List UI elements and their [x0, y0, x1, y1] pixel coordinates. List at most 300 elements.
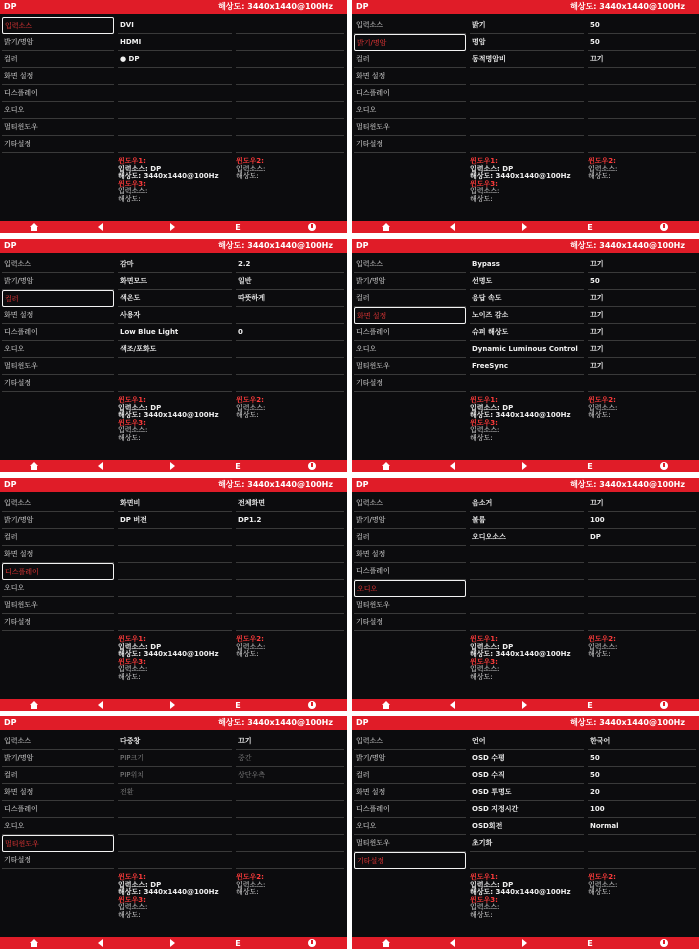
window-info	[588, 397, 696, 420]
option-value	[236, 136, 344, 153]
submenu-option[interactable]: Dynamic Luminous Control	[470, 341, 584, 358]
power-icon[interactable]	[658, 938, 670, 948]
left-arrow-icon[interactable]	[94, 938, 106, 948]
submenu-option	[118, 358, 232, 375]
menu-item[interactable]: 입력소스	[2, 495, 114, 512]
submenu-option[interactable]: OSD 수직	[470, 767, 584, 784]
osd-footer	[352, 221, 699, 233]
window2-resolution: 해상도:	[588, 888, 611, 896]
power-icon[interactable]	[306, 700, 318, 710]
option-value[interactable]: 50	[588, 767, 696, 784]
option-value	[236, 85, 344, 102]
menu-item[interactable]: 화면 설정	[354, 68, 466, 85]
menu-item[interactable]: 입력소스	[354, 256, 466, 273]
exit-e-icon[interactable]: E	[587, 461, 593, 471]
submenu-option[interactable]: 언어	[470, 733, 584, 750]
menu-item[interactable]: 컬러	[2, 767, 114, 784]
menu-item[interactable]: 기타설정	[354, 136, 466, 153]
window-info	[470, 158, 588, 203]
submenu-option[interactable]: FreeSync	[470, 358, 584, 375]
window2-input: 입력소스:	[588, 164, 618, 173]
input-title: DP	[356, 241, 369, 250]
menu-item[interactable]: 오디오	[2, 341, 114, 358]
menu-item[interactable]: 디스플레이	[2, 324, 114, 341]
window2-heading: 윈도우2:	[236, 396, 264, 404]
menu-item[interactable]: 기타설정	[354, 614, 466, 631]
option-value[interactable]: 한국어	[588, 733, 696, 750]
menu-item[interactable]: 멀티윈도우	[2, 119, 114, 136]
menu-item[interactable]: 밝기/명암	[2, 750, 114, 767]
menu-item[interactable]: 컬러	[354, 51, 466, 68]
submenu-option[interactable]: 사용자	[118, 307, 232, 324]
menu-item[interactable]: 오디오	[2, 818, 114, 835]
submenu-option[interactable]: Low Blue Light	[118, 324, 232, 341]
menu-item[interactable]: 기타설정	[2, 614, 114, 631]
power-icon[interactable]	[658, 222, 670, 232]
submenu-option[interactable]: DP 버전	[118, 512, 232, 529]
input-title: DP	[4, 2, 17, 11]
menu-item[interactable]: 기타설정	[2, 136, 114, 153]
osd-panel	[0, 716, 347, 949]
option-value	[588, 614, 696, 631]
menu-item[interactable]: 디스플레이	[2, 801, 114, 818]
menu-item[interactable]: 멀티윈도우	[2, 358, 114, 375]
option-value[interactable]: 50	[588, 34, 696, 51]
window1-heading: 윈도우1:	[118, 396, 146, 404]
window1-heading: 윈도우1:	[118, 157, 146, 165]
window3-input: 입력소스:	[118, 426, 148, 434]
submenu-option	[118, 597, 232, 614]
option-value	[236, 102, 344, 119]
menu-item[interactable]: 입력소스	[2, 256, 114, 273]
osd-menu	[354, 495, 466, 631]
resolution-readout: 해상도: 3440x1440@100Hz	[218, 2, 333, 11]
option-value[interactable]: 일반	[236, 273, 344, 290]
submenu-option[interactable]: Bypass	[470, 256, 584, 273]
window2-input: 입력소스:	[588, 880, 618, 889]
osd-menu	[354, 256, 466, 392]
exit-e-icon[interactable]: E	[235, 938, 241, 948]
menu-item[interactable]: 기타설정	[354, 375, 466, 392]
option-value	[588, 563, 696, 580]
window-info	[118, 158, 236, 203]
exit-e-icon[interactable]: E	[587, 938, 593, 948]
menu-item[interactable]: 컬러	[354, 290, 466, 307]
exit-e-icon[interactable]: E	[235, 461, 241, 471]
menu-item[interactable]: 오디오	[354, 818, 466, 835]
option-value[interactable]: 끄기	[588, 495, 696, 512]
osd-menu	[354, 733, 466, 869]
submenu-option[interactable]: OSD 투명도	[470, 784, 584, 801]
option-value	[588, 102, 696, 119]
option-value[interactable]: 끄기	[588, 290, 696, 307]
window2-heading: 윈도우2:	[588, 873, 616, 881]
window3-resolution: 해상도:	[470, 194, 493, 203]
option-value[interactable]: 2.2	[236, 256, 344, 273]
option-value	[236, 563, 344, 580]
submenu-option[interactable]: DVI	[118, 17, 232, 34]
menu-item[interactable]: 화면 설정	[2, 68, 114, 85]
menu-item[interactable]: 기타설정	[354, 852, 466, 869]
osd-header	[0, 0, 347, 14]
osd-header	[352, 716, 699, 730]
option-value	[588, 852, 696, 869]
menu-item[interactable]: 화면 설정	[354, 546, 466, 563]
left-arrow-icon[interactable]	[446, 700, 458, 710]
submenu-option[interactable]: ● DP	[118, 51, 232, 68]
option-value	[588, 835, 696, 852]
option-value	[236, 580, 344, 597]
window1-input: 입력소스: DP	[118, 642, 162, 651]
option-value	[236, 818, 344, 835]
window-info	[236, 636, 344, 659]
window3-input: 입력소스:	[118, 903, 148, 911]
menu-item[interactable]: 컬러	[2, 529, 114, 546]
menu-item[interactable]: 오디오	[354, 102, 466, 119]
window3-heading: 윈도우3:	[118, 895, 146, 904]
osd-menu	[354, 17, 466, 153]
menu-item[interactable]: 밝기/명암	[354, 512, 466, 529]
submenu-option	[118, 563, 232, 580]
osd-footer	[0, 937, 347, 949]
power-icon[interactable]	[658, 700, 670, 710]
window1-input: 입력소스: DP	[470, 642, 514, 651]
menu-item[interactable]: 디스플레이	[354, 324, 466, 341]
right-arrow-icon[interactable]	[166, 461, 178, 471]
window1-input: 입력소스: DP	[470, 880, 514, 889]
window1-input: 입력소스: DP	[118, 880, 162, 889]
osd-header	[0, 478, 347, 492]
option-value	[236, 34, 344, 51]
window3-resolution: 해상도:	[470, 672, 493, 681]
option-value	[236, 852, 344, 869]
window3-heading: 윈도우3:	[470, 418, 498, 427]
right-arrow-icon[interactable]	[518, 700, 530, 710]
resolution-readout: 해상도: 3440x1440@100Hz	[570, 2, 685, 11]
left-arrow-icon[interactable]	[94, 222, 106, 232]
menu-item[interactable]: 기타설정	[2, 375, 114, 392]
home-icon[interactable]	[380, 461, 392, 471]
submenu-option[interactable]: 화면비	[118, 495, 232, 512]
submenu-option[interactable]: 선명도	[470, 273, 584, 290]
submenu-option[interactable]: 전환	[118, 784, 232, 801]
menu-item[interactable]: 멀티윈도우	[2, 835, 114, 852]
left-arrow-icon[interactable]	[94, 700, 106, 710]
power-icon[interactable]	[658, 461, 670, 471]
option-value[interactable]: 끄기	[588, 324, 696, 341]
option-value	[236, 784, 344, 801]
submenu-option	[118, 68, 232, 85]
submenu-option	[118, 85, 232, 102]
osd-footer	[352, 937, 699, 949]
right-arrow-icon[interactable]	[518, 222, 530, 232]
option-value[interactable]: 상단우측	[236, 767, 344, 784]
resolution-readout: 해상도: 3440x1440@100Hz	[570, 480, 685, 489]
window2-heading: 윈도우2:	[588, 157, 616, 165]
input-title: DP	[4, 241, 17, 250]
menu-item[interactable]: 디스플레이	[2, 85, 114, 102]
right-arrow-icon[interactable]	[518, 938, 530, 948]
menu-item[interactable]: 컬러	[2, 290, 114, 307]
submenu-values	[236, 495, 344, 631]
submenu-option[interactable]: 색조/포화도	[118, 341, 232, 358]
submenu-option[interactable]: 화면모드	[118, 273, 232, 290]
power-icon[interactable]	[306, 938, 318, 948]
submenu-option[interactable]: 초기화	[470, 835, 584, 852]
submenu-option	[470, 614, 584, 631]
option-value	[588, 68, 696, 85]
option-value	[588, 375, 696, 392]
submenu-option[interactable]: 오디오소스	[470, 529, 584, 546]
window1-resolution: 해상도: 3440x1440@100Hz	[118, 650, 219, 658]
window1-resolution: 해상도: 3440x1440@100Hz	[118, 888, 219, 896]
home-icon[interactable]	[380, 700, 392, 710]
home-icon[interactable]	[380, 938, 392, 948]
left-arrow-icon[interactable]	[94, 461, 106, 471]
menu-item[interactable]: 입력소스	[2, 17, 114, 34]
exit-e-icon[interactable]: E	[235, 700, 241, 710]
home-icon[interactable]	[28, 222, 40, 232]
menu-item[interactable]: 멀티윈도우	[354, 597, 466, 614]
submenu-option	[118, 119, 232, 136]
option-value[interactable]: 중간	[236, 750, 344, 767]
option-value	[236, 801, 344, 818]
option-value	[588, 85, 696, 102]
option-value	[588, 597, 696, 614]
menu-item[interactable]: 컬러	[354, 767, 466, 784]
window3-heading: 윈도우3:	[470, 657, 498, 666]
right-arrow-icon[interactable]	[166, 222, 178, 232]
submenu-option[interactable]: 밝기	[470, 17, 584, 34]
menu-item[interactable]: 화면 설정	[354, 784, 466, 801]
menu-item[interactable]: 밝기/명암	[2, 273, 114, 290]
menu-item[interactable]: 오디오	[2, 580, 114, 597]
option-value[interactable]: 전체화면	[236, 495, 344, 512]
left-arrow-icon[interactable]	[446, 222, 458, 232]
menu-item[interactable]: 오디오	[354, 580, 466, 597]
option-value	[236, 358, 344, 375]
option-value	[236, 529, 344, 546]
option-value[interactable]: 100	[588, 512, 696, 529]
option-value	[236, 597, 344, 614]
menu-item[interactable]: 입력소스	[354, 733, 466, 750]
menu-item[interactable]: 입력소스	[354, 495, 466, 512]
submenu-option[interactable]: 다중창	[118, 733, 232, 750]
option-value[interactable]: 50	[588, 273, 696, 290]
option-value[interactable]: 끄기	[588, 358, 696, 375]
window1-heading: 윈도우1:	[118, 635, 146, 643]
menu-item[interactable]: 오디오	[354, 341, 466, 358]
left-arrow-icon[interactable]	[446, 461, 458, 471]
menu-item[interactable]: 밝기/명암	[2, 34, 114, 51]
option-value	[588, 119, 696, 136]
menu-item[interactable]: 멀티윈도우	[354, 358, 466, 375]
submenu-option	[470, 85, 584, 102]
osd-header	[352, 239, 699, 253]
menu-item[interactable]: 기타설정	[2, 852, 114, 869]
window2-heading: 윈도우2:	[236, 873, 264, 881]
submenu-option	[470, 68, 584, 85]
window3-resolution: 해상도:	[118, 433, 141, 442]
window3-input: 입력소스:	[470, 665, 500, 673]
option-value[interactable]: 20	[588, 784, 696, 801]
option-value[interactable]: 50	[588, 750, 696, 767]
menu-item[interactable]: 화면 설정	[2, 307, 114, 324]
option-value[interactable]: 0	[236, 324, 344, 341]
menu-item[interactable]: 멀티윈도우	[354, 119, 466, 136]
window-info	[118, 397, 236, 442]
input-title: DP	[4, 480, 17, 489]
window-info	[236, 397, 344, 420]
menu-item[interactable]: 디스플레이	[354, 801, 466, 818]
submenu-option[interactable]: PIP위치	[118, 767, 232, 784]
home-icon[interactable]	[380, 222, 392, 232]
right-arrow-icon[interactable]	[166, 700, 178, 710]
option-value[interactable]: 끄기	[588, 256, 696, 273]
submenu-option[interactable]: OSD 수평	[470, 750, 584, 767]
option-value[interactable]: 끄기	[236, 733, 344, 750]
window2-input: 입력소스:	[236, 642, 266, 651]
menu-item[interactable]: 오디오	[2, 102, 114, 119]
power-icon[interactable]	[306, 222, 318, 232]
resolution-readout: 해상도: 3440x1440@100Hz	[218, 480, 333, 489]
window3-resolution: 해상도:	[470, 433, 493, 442]
home-icon[interactable]	[28, 700, 40, 710]
submenu-option[interactable]: 음소거	[470, 495, 584, 512]
option-value	[236, 341, 344, 358]
window1-resolution: 해상도: 3440x1440@100Hz	[470, 172, 571, 180]
window3-input: 입력소스:	[118, 665, 148, 673]
submenu-option[interactable]: 감마	[118, 256, 232, 273]
submenu-option	[118, 818, 232, 835]
window3-heading: 윈도우3:	[470, 179, 498, 188]
submenu-option[interactable]: PIP크기	[118, 750, 232, 767]
option-value[interactable]: 끄기	[588, 307, 696, 324]
menu-item[interactable]: 디스플레이	[2, 563, 114, 580]
option-value[interactable]: 끄기	[588, 341, 696, 358]
left-arrow-icon[interactable]	[446, 938, 458, 948]
osd-footer	[352, 460, 699, 472]
submenu-option[interactable]: 응답 속도	[470, 290, 584, 307]
submenu-option	[118, 614, 232, 631]
osd-panel	[352, 478, 699, 711]
submenu-option	[470, 136, 584, 153]
window1-heading: 윈도우1:	[470, 635, 498, 643]
window-info	[118, 636, 236, 681]
submenu-option[interactable]: OSD회전	[470, 818, 584, 835]
window2-resolution: 해상도:	[236, 888, 259, 896]
submenu-values	[236, 256, 344, 392]
submenu-option[interactable]: 명암	[470, 34, 584, 51]
option-value	[236, 17, 344, 34]
menu-item[interactable]: 컬러	[2, 51, 114, 68]
submenu-option[interactable]: 볼륨	[470, 512, 584, 529]
input-title: DP	[356, 480, 369, 489]
option-value	[236, 546, 344, 563]
menu-item[interactable]: 밝기/명암	[354, 750, 466, 767]
menu-item[interactable]: 밝기/명암	[354, 34, 466, 51]
window-info	[588, 158, 696, 181]
menu-item[interactable]: 화면 설정	[2, 784, 114, 801]
power-icon[interactable]	[306, 461, 318, 471]
window2-heading: 윈도우2:	[236, 635, 264, 643]
osd-panel	[0, 478, 347, 711]
exit-e-icon[interactable]: E	[587, 700, 593, 710]
window-info	[118, 874, 236, 919]
option-value[interactable]: 50	[588, 17, 696, 34]
submenu-option[interactable]: 슈퍼 해상도	[470, 324, 584, 341]
submenu-option[interactable]: 노이즈 감소	[470, 307, 584, 324]
window-info	[588, 874, 696, 897]
osd-menu	[2, 733, 114, 869]
osd-panel	[352, 239, 699, 472]
option-value[interactable]: 100	[588, 801, 696, 818]
option-value	[236, 307, 344, 324]
option-value[interactable]: 따뜻하게	[236, 290, 344, 307]
window2-heading: 윈도우2:	[236, 157, 264, 165]
submenu-option[interactable]: 동적명암비	[470, 51, 584, 68]
submenu-options	[118, 733, 232, 869]
menu-item[interactable]: 화면 설정	[2, 546, 114, 563]
menu-item[interactable]: 디스플레이	[354, 563, 466, 580]
menu-item[interactable]: 입력소스	[354, 17, 466, 34]
osd-header	[0, 716, 347, 730]
menu-item[interactable]: 디스플레이	[354, 85, 466, 102]
submenu-option	[118, 375, 232, 392]
menu-item[interactable]: 멀티윈도우	[2, 597, 114, 614]
home-icon[interactable]	[28, 461, 40, 471]
option-value[interactable]: DP1.2	[236, 512, 344, 529]
menu-item[interactable]: 밝기/명암	[354, 273, 466, 290]
window1-input: 입력소스: DP	[118, 403, 162, 412]
window2-input: 입력소스:	[588, 642, 618, 651]
osd-footer	[352, 699, 699, 711]
window-info	[470, 397, 588, 442]
option-value	[588, 136, 696, 153]
submenu-option[interactable]: HDMI	[118, 34, 232, 51]
window-info	[470, 636, 588, 681]
window3-resolution: 해상도:	[118, 672, 141, 681]
submenu-option[interactable]: OSD 지정시간	[470, 801, 584, 818]
home-icon[interactable]	[28, 938, 40, 948]
option-value[interactable]: Normal	[588, 818, 696, 835]
option-value[interactable]: DP	[588, 529, 696, 546]
option-value	[236, 375, 344, 392]
right-arrow-icon[interactable]	[518, 461, 530, 471]
menu-item[interactable]: 입력소스	[2, 733, 114, 750]
menu-item[interactable]: 밝기/명암	[2, 512, 114, 529]
osd-menu	[2, 256, 114, 392]
submenu-option[interactable]: 색온도	[118, 290, 232, 307]
window1-heading: 윈도우1:	[470, 873, 498, 881]
resolution-readout: 해상도: 3440x1440@100Hz	[218, 241, 333, 250]
submenu-options	[470, 256, 584, 392]
right-arrow-icon[interactable]	[166, 938, 178, 948]
osd-header	[352, 478, 699, 492]
submenu-option	[118, 102, 232, 119]
window1-heading: 윈도우1:	[470, 396, 498, 404]
submenu-options	[118, 17, 232, 153]
osd-header	[0, 239, 347, 253]
menu-item[interactable]: 멀티윈도우	[354, 835, 466, 852]
osd-panel	[352, 0, 699, 233]
window3-resolution: 해상도:	[118, 194, 141, 203]
menu-item[interactable]: 화면 설정	[354, 307, 466, 324]
exit-e-icon[interactable]: E	[587, 222, 593, 232]
menu-item[interactable]: 컬러	[354, 529, 466, 546]
exit-e-icon[interactable]: E	[235, 222, 241, 232]
option-value[interactable]: 끄기	[588, 51, 696, 68]
